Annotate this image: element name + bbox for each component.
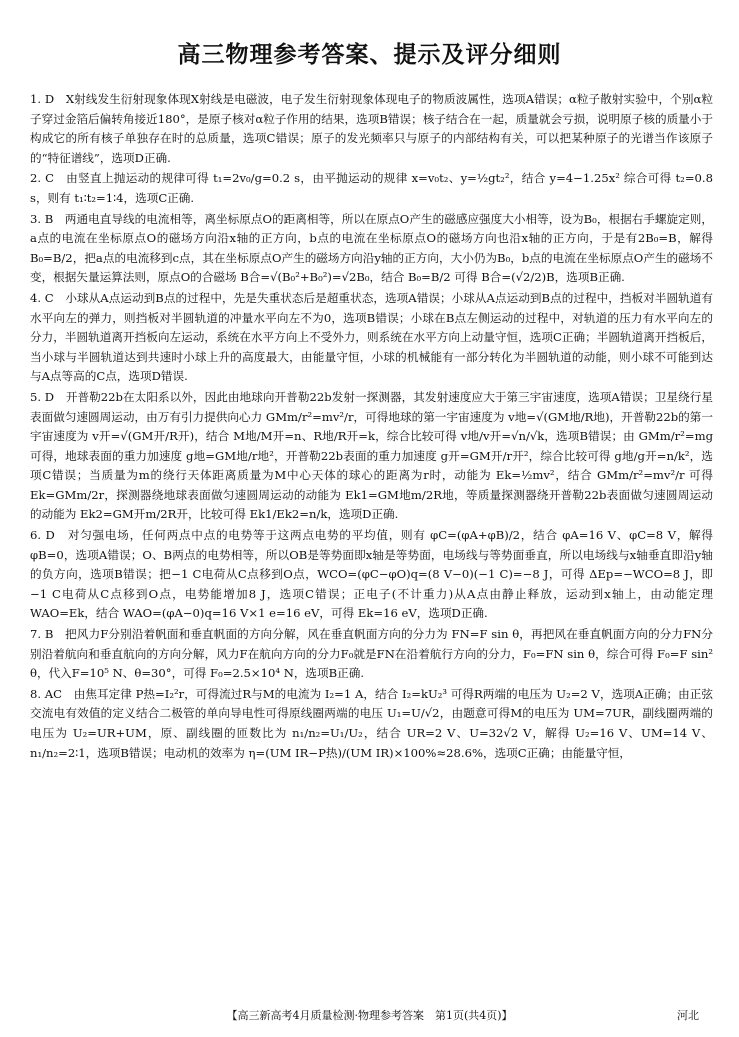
page-footer xyxy=(0,1006,739,1026)
answer-text: 3. B 两通电直导线的电流相等，离坐标原点O的距离相等，所以在原点O产生的磁感应强度大小相等，设为B₀，根据右手螺旋定则，a点的电流在坐标原点O的磁场方向沿x轴的正方向，b点的电流在坐标原点O的磁场方向也沿x轴的正方向，于是有2B₀=B，解得B₀=B/2，把a点的电流移到c点，其在坐标原点O产生的磁场方向沿y轴的正方向，大小仍为B₀，b点的电流在坐标原点O产生的磁场不变，根据矢量运算法则，原点O的合磁场 B合=√(B₀²+B₀²)=√2B₀，结合 B₀=B/2 可得 B合=(√2/2)B，选项B正确. xyxy=(30,211,713,285)
answer-text: 7. B 把风力F分别沿着帆面和垂直帆面的方向分解，风在垂直帆面方向的分力为 FN=F sin θ，再把风在垂直帆面方向的分力FN分别沿着航向和垂直航向的方向分解，风力F在航向方向的分力F₀就是FN在沿着航行方向的分力，F₀=FN sin θ，综合可得 F₀=F sin² θ，代入F=10⁵ N、θ=30°，可得 F₀=2.5×10⁴ N，选项B正确. xyxy=(30,627,713,681)
answer-text: 1. D X射线发生衍射现象体现X射线是电磁波，电子发生衍射现象体现电子的物质波属性，选项A错误；α粒子散射实验中，个别α粒子穿过金箔后偏转角接近180°，是原子核对α粒子作用的结果，选项B错误；核子结合在一起，质量就会亏损，说明原子核的质量小于构成它的所有核子单独存在时的总质量，选项C错误；原子的发光频率只与原子的内部结构有关，可以把某种原子的光谱当作该原子的“特征谱线”，选项D正确. xyxy=(30,92,713,165)
answer-text: 6. D 对匀强电场，任何两点中点的电势等于这两点电势的平均值，则有 φC=(φA+φB)/2，结合 φA=16 V、φC=8 V，解得 φB=0，选项A错误；O、B两点的电势相等，所以OB是等势面即x轴是等势面，电场线与等势面垂直，所以电场线与x轴垂直即沿y轴的负方向，选项B错误；把−1 C电荷从C点移到O点，WCO=(φC−φO)q=(8 V−0)(−1 C)=−8 J，可得 ΔEp=−WCO=8 J，即−1 C电荷从C点移到O点，电势能增加8 J，选项C错误；正电子(不计重力)从A点由静止释放，运动到x轴上，由动能定理 WAO=Ek，结合 WAO=(φA−0)q=16 V×1 e=16 eV，可得 Ek=16 eV，选项D正确. xyxy=(30,528,713,621)
answer-text: 4. C 小球从A点运动到B点的过程中，先是失重状态后是超重状态，选项A错误；小球从A点运动到B点的过程中，挡板对半圆轨道有水平向左的弹力，则挡板对半圆轨道的冲量水平向左不为0，选项B错误；小球在B点左侧运动的过程中，对轨道的压力有水平向左的分力，半圆轨道离开挡板向左运动，系统在水平方向上不受外力，则系统在水平方向上动量守恒，选项C正确；半圆轨道离开挡板后，当小球与半圆轨道达到共速时小球上升的高度最大，由能量守恒，小球的机械能有一部分转化为半圆轨道的动能，则小球不可能到达与A点等高的C点，选项D错误. xyxy=(30,290,713,384)
answer-item xyxy=(30,90,713,168)
answer-list xyxy=(30,90,713,764)
answer-item xyxy=(30,169,713,208)
answer-item xyxy=(30,289,713,387)
answer-text: 5. D 开普勒22b在太阳系以外，因此由地球向开普勒22b发射一探测器，其发射速度应大于第三宇宙速度，选项A错误；卫星绕行星表面做匀速圆周运动，由万有引力提供向心力 GMm/r²=mv²/r，可得地球的第一宇宙速度为 v地=√(GM地/R地)，开普勒22b的第一宇宙速度为 v开=√(GM开/R开)，结合 M地/M开=n、R地/R开=k，综合比较可得 v地/v开=√n/√k，选项B错误；由 GMm/r²=mg 可得，地球表面的重力加速度 g地=GM地/r地²，开普勒22b表面的重力加速度 g开=GM开/r开²，综合比较可得 g地/g开=n/k²，选项C错误；当质量为m的绕行天体距离质量为M中心天体的球心的距离为r时，动能为 Ek=½mv²，结合 GMm/r²=mv²/r 可得 Ek=GMm/2r，探测器绕地球表面做匀速圆周运动的动能为 Ek1=GM地m/2R地，等质量探测器绕开普勒22b表面做匀速圆周运动的动能为 Ek2=GM开m/2R开，比较可得 Ek1/Ek2=n/k，选项D正确. xyxy=(30,389,713,522)
answer-text: 2. C 由竖直上抛运动的规律可得 t₁=2v₀/g=0.2 s，由平抛运动的规律 x=v₀t₂、y=½gt₂²，结合 y=4−1.25x² 综合可得 t₂=0.8 s，则有 t₁∶t₂=1∶4，选项C正确. xyxy=(30,171,713,205)
answer-item xyxy=(30,210,713,288)
answer-text: 8. AC 由焦耳定律 P热=I₂²r，可得流过R与M的电流为 I₂=1 A，结合 I₂=kU₂³ 可得R两端的电压为 U₂=2 V，选项A正确；由正弦交流电有效值的定义结合二极管的单向导电性可得原线圈两端的电压 U₁=U/√2，由题意可得M的电压为 UM=7UR，副线圈两端的电压为 U₂=UR+UM，原、副线圈的匝数比为 n₁/n₂=U₁/U₂，结合 UR=2 V、U=32√2 V，解得 U₂=16 V、UM=14 V、n₁/n₂=2∶1，选项B错误；电动机的效率为 η=(UM IR−P热)/(UM IR)×100%≈28.6%，选项C正确；由能量守恒， xyxy=(30,686,713,760)
answer-item xyxy=(30,625,713,684)
footer-page-info: 【高三新高考4月质量检测·物理参考答案 第1页(共4页)】 xyxy=(226,1009,513,1022)
page-title: 高三物理参考答案、提示及评分细则 xyxy=(177,42,562,68)
answer-item xyxy=(30,685,713,763)
footer-region: 河北 xyxy=(677,1009,699,1022)
answer-item xyxy=(30,526,713,624)
answer-item xyxy=(30,388,713,525)
